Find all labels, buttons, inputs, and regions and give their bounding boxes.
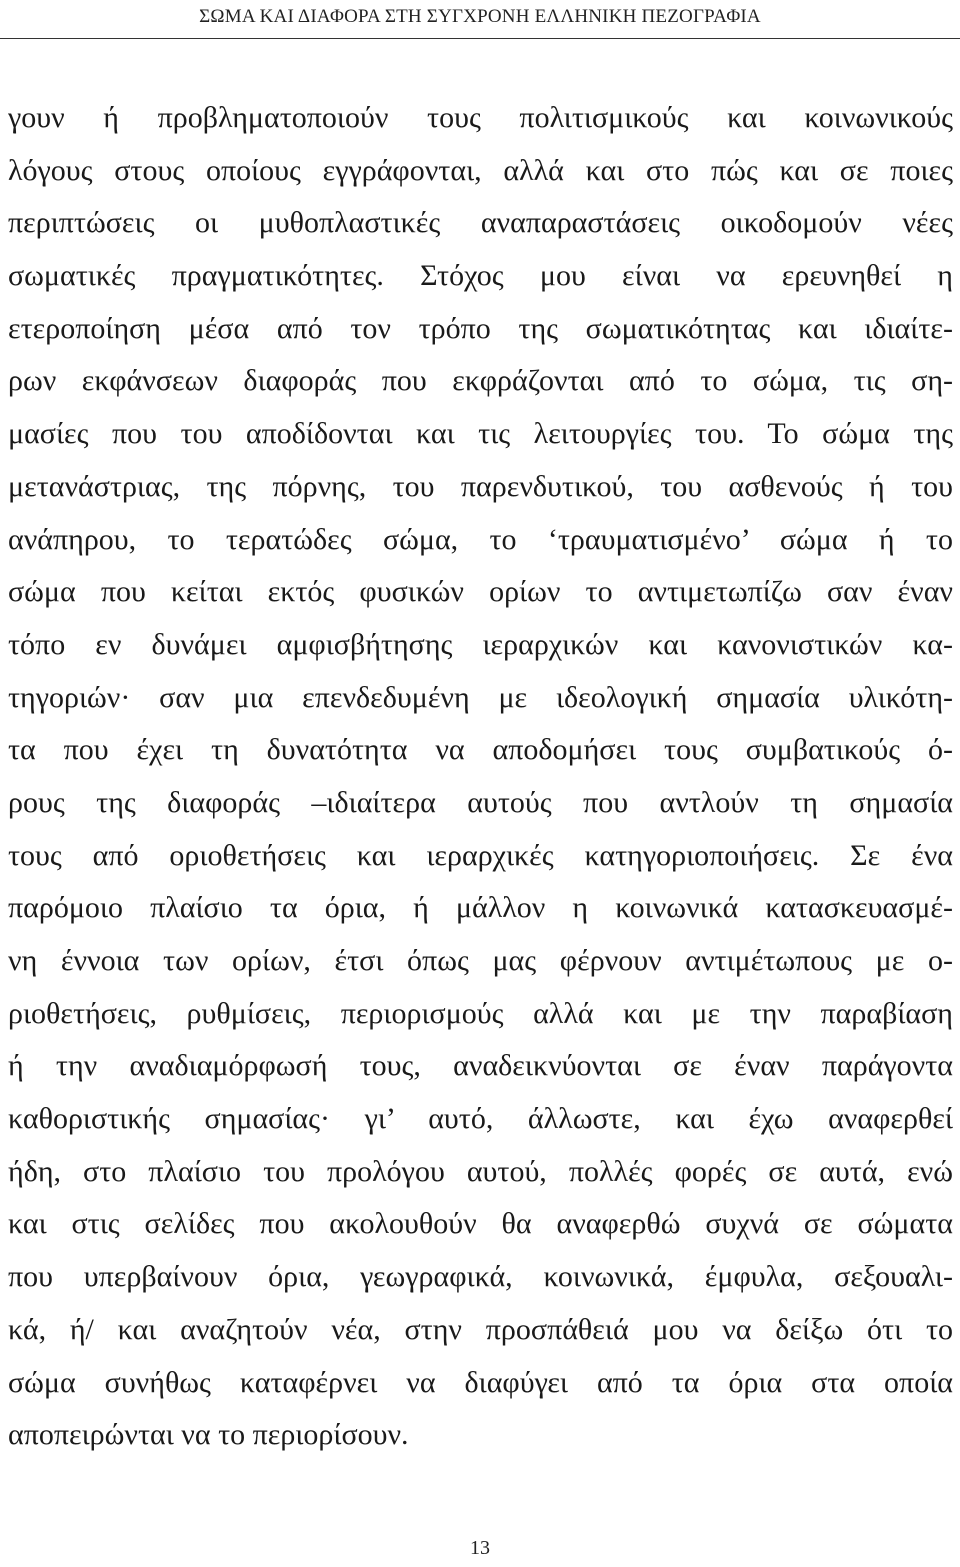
text-line-last: αποπειρώνται να το περιορίσουν. [8,1418,409,1452]
text-line: λόγους στους οποίους εγγράφονται, αλλά και στο πώς και σε ποιες [8,153,953,187]
text-line: σωματικές πραγματικότητες. Στόχος μου είναι να ερευνηθεί η [8,259,953,293]
text-line: σώμα που κείται εκτός φυσικών ορίων το αντιμετωπίζω σαν έναν [8,575,953,609]
body-text [8,92,953,1462]
text-line: καθοριστικής σημασίας· γι’ αυτό, άλλωστε, και έχω αναφερθεί [8,1102,953,1136]
text-line: ήδη, στο πλαίσιο του προλόγου αυτού, πολλές φορές σε αυτά, ενώ [8,1154,953,1188]
text-line: τους από οριοθετήσεις και ιεραρχικές κατηγοριοποιήσεις. Σε ένα [8,838,953,872]
text-line: ρων εκφάνσεων διαφοράς που εκφράζονται από το σώμα, τις ση- [8,364,953,398]
text-line: τόπο εν δυνάμει αμφισβήτησης ιεραρχικών και κανονιστικών κα- [8,627,953,661]
header-rule [0,38,960,39]
text-line: περιπτώσεις οι μυθοπλαστικές αναπαραστάσεις οικοδομούν νέες [8,206,953,240]
text-line: τα που έχει τη δυνατότητα να αποδομήσει τους συμβατικούς ό- [8,733,953,767]
text-line: κά, ή/ και αναζητούν νέα, στην προσπάθειά μου να δείξω ότι το [8,1312,953,1346]
text-line: τηγοριών· σαν μια επενδεδυμένη με ιδεολογική σημασία υλικότη- [8,680,953,714]
page-number: 13 [470,1537,490,1559]
text-line: μασίες που του αποδίδονται και τις λειτουργίες του. Το σώμα της [8,417,953,451]
text-line: γουν ή προβληματοποιούν τους πολιτισμικούς και κοινωνικούς [8,101,953,134]
text-line: ή την αναδιαμόρφωσή τους, αναδεικνύονται σε έναν παράγοντα [8,1049,953,1083]
text-line: παρόμοιο πλαίσιο τα όρια, ή μάλλον η κοινωνικά κατασκευασμέ- [8,891,953,925]
text-line: ρους της διαφοράς –ιδιαίτερα αυτούς που αντλούν τη σημασία [8,785,953,819]
text-line: που υπερβαίνουν όρια, γεωγραφικά, κοινωνικά, έμφυλα, σεξουαλι- [8,1260,953,1294]
text-line: νη έννοια των ορίων, έτσι όπως μας φέρνουν αντιμέτωπους με ο- [8,944,953,977]
running-header: ΣΩΜΑ ΚΑΙ ΔΙΑΦΟΡΑ ΣΤΗ ΣΥΓΧΡΟΝΗ ΕΛΛΗΝΙΚΗ ΠΕΖΟΓΡΑΦΙΑ [199,6,761,27]
text-line: ριοθετήσεις, ρυθμίσεις, περιορισμούς αλλά και με την παραβίαση [8,996,953,1030]
text-line: μετανάστριας, της πόρνης, του παρενδυτικού, του ασθενούς ή του [8,469,953,503]
text-line: και στις σελίδες που ακολουθούν θα αναφερθώ συχνά σε σώματα [8,1207,953,1241]
text-line: σώμα συνήθως καταφέρνει να διαφύγει από τα όρια στα οποία [8,1365,953,1399]
text-line: ανάπηρου, το τερατώδες σώμα, το ‘τραυματισμένο’ σώμα ή το [8,522,953,556]
text-line: ετεροποίηση μέσα από τον τρόπο της σωματικότητας και ιδιαίτε- [8,311,953,345]
